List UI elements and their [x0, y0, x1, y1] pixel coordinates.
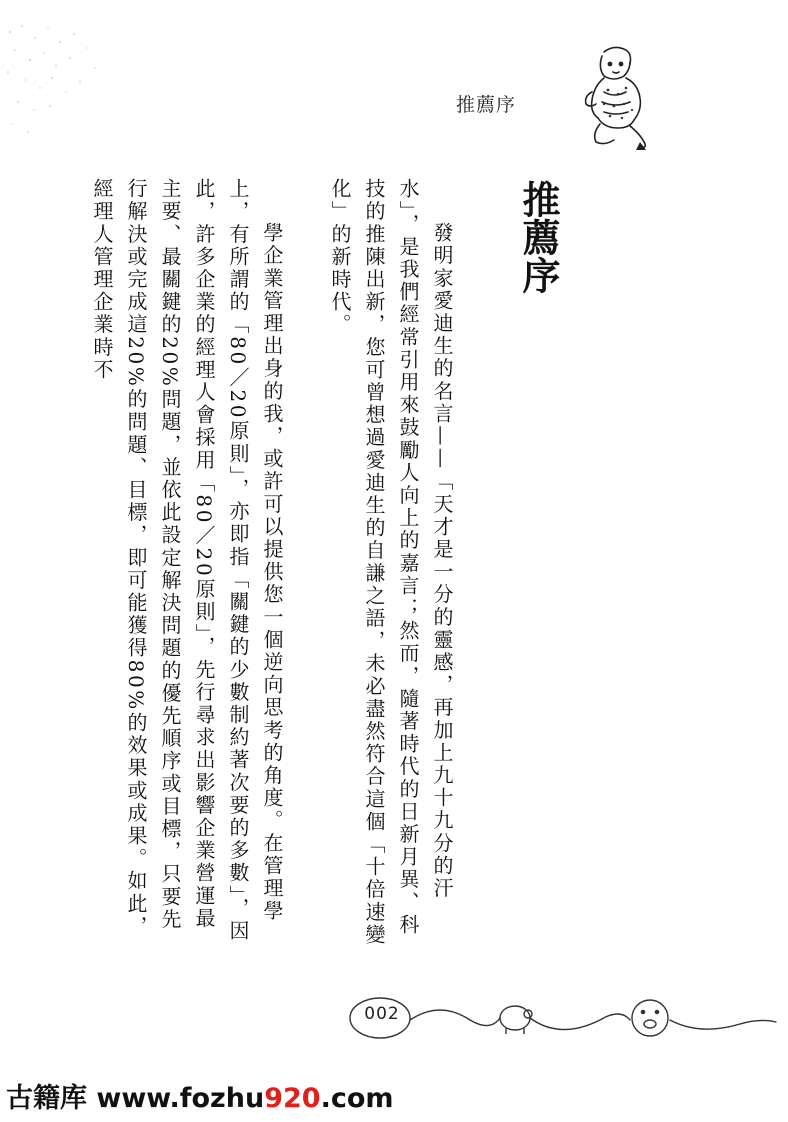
paragraph: 學企業管理出身的我，或許可以提供您一個逆向思考的角度。在管理學上，有所謂的「80／20原則」，亦即指「關鍵的少數制約著次要的多數」，因此，許多企業的經理人會採用「80／20原則」，先行尋求出影響企業營運最主要、最關鍵的20%問題，並依此設定解決問題的優先順序或目標，只要先行解決或完成這20%的問題、目標，即可能獲得80%的效果或成果。如此，經理人管理企業時不 — [90, 178, 284, 943]
baby-illustration-icon — [574, 42, 658, 152]
sheep-icon — [500, 1006, 532, 1034]
watermark-name: 古籍库 — [6, 1083, 87, 1114]
site-watermark — [6, 1076, 394, 1115]
pig-face-icon — [632, 1000, 668, 1036]
body-text — [90, 178, 459, 948]
paragraph: 發明家愛迪生的名言——「天才是一分的靈感，再加上九十九分的汗水」，是我們經常引用來鼓勵人向上的嘉言；然而，隨著時代的日新月異、科技的推陳出新，您可曾想過愛迪生的自謙之語，未必盡然符合這個「十倍速變化」的新時代。 — [328, 178, 454, 947]
watermark-url-suffix: .com — [320, 1083, 394, 1114]
watermark-url-prefix: www.fozhu — [96, 1083, 265, 1114]
page-number: 002 — [364, 1004, 400, 1024]
running-header-title: 推薦序 — [456, 94, 517, 116]
scan-speckle-texture — [0, 20, 110, 140]
watermark-url-digits: 920 — [264, 1083, 321, 1114]
page-title: 推薦序 — [516, 180, 560, 294]
